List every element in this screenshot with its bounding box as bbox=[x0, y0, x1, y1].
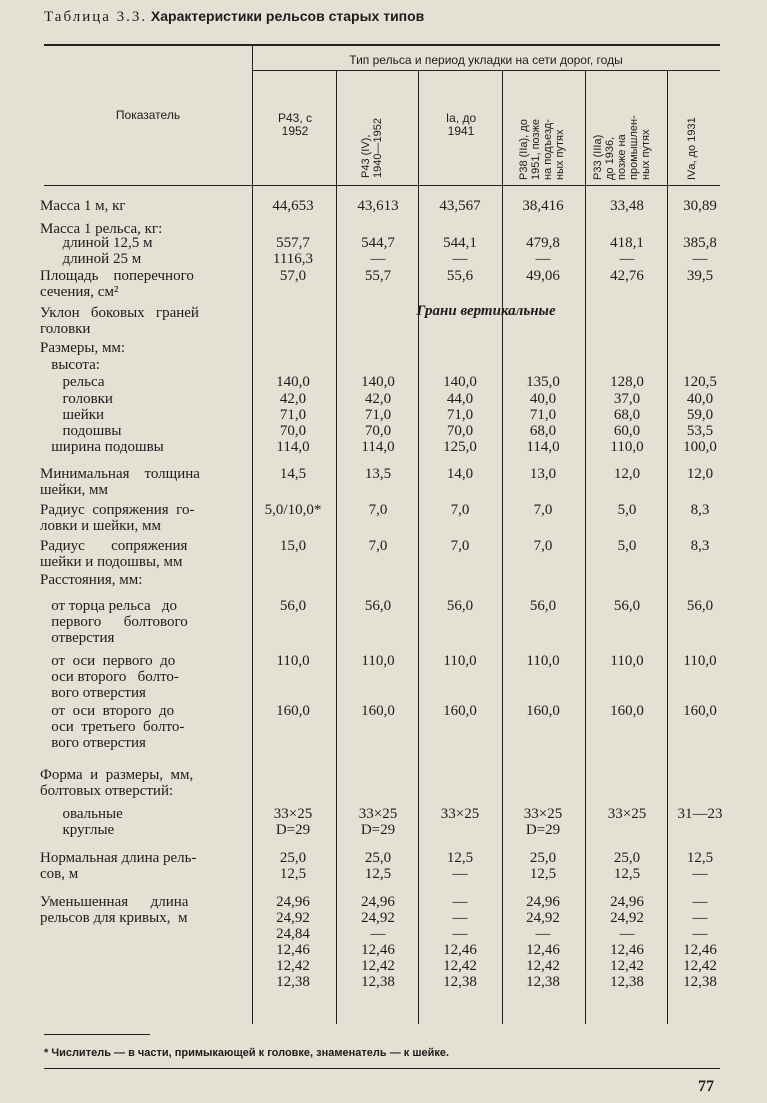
row-value-col-6: 30,89 bbox=[683, 198, 717, 214]
row-value-col-3: 110,0 bbox=[443, 653, 477, 669]
table-number: Таблица 3.3. bbox=[44, 9, 148, 25]
row-value-col-3: — — — 12,46 12,42 12,38 bbox=[443, 894, 477, 990]
row-value-col-4: 24,96 24,92 — 12,46 12,42 12,38 bbox=[526, 894, 560, 990]
row-value-col-5: 110,0 bbox=[610, 439, 644, 455]
page-bottom-rule bbox=[44, 1068, 720, 1069]
row-label: рельса bbox=[40, 374, 105, 390]
column-header-p43-1952: Р43, с 1952 bbox=[277, 111, 313, 138]
row-value-col-6: 385,8 bbox=[683, 235, 717, 251]
row-value-col-6: 8,3 bbox=[690, 538, 710, 554]
column-header-iva: IVа, до 1931 bbox=[686, 117, 698, 180]
row-label: Масса 1 м, кг bbox=[40, 198, 126, 214]
column-divider bbox=[336, 71, 337, 1024]
row-value-col-4: 7,0 bbox=[533, 538, 553, 554]
row-label: Уклон боковых граней головки bbox=[40, 305, 199, 337]
row-value-col-6: 160,0 bbox=[683, 703, 717, 719]
row-value-col-2: 7,0 bbox=[368, 538, 388, 554]
row-value-col-6: 12,0 bbox=[686, 466, 714, 482]
row-label: Размеры, мм: bbox=[40, 340, 126, 356]
group-header-rule bbox=[252, 70, 720, 71]
row-value-col-6: 110,0 bbox=[683, 653, 717, 669]
row-value-col-5: 33,48 bbox=[610, 198, 644, 214]
row-value-col-1: 25,0 12,5 bbox=[279, 850, 307, 882]
row-label: подошвы bbox=[40, 423, 122, 439]
row-label: от торца рельса до первого болтового отверстия bbox=[51, 598, 188, 646]
row-label: овальные круглые bbox=[62, 806, 123, 838]
row-value-col-1: 110,0 bbox=[276, 653, 310, 669]
row-value-col-4: — bbox=[535, 251, 551, 267]
row-value-col-6: — bbox=[692, 251, 708, 267]
row-value-col-6: 56,0 bbox=[686, 598, 714, 614]
row-value-col-2: 25,0 12,5 bbox=[364, 850, 392, 882]
top-rule bbox=[44, 44, 720, 46]
row-value-col-5: 128,0 bbox=[610, 374, 644, 390]
row-value-col-1: 42,0 bbox=[279, 391, 307, 407]
row-value-col-2: 160,0 bbox=[361, 703, 395, 719]
page-number: 77 bbox=[698, 1078, 714, 1095]
row-value-col-6: 12,5 — bbox=[686, 850, 714, 882]
row-value-col-3: 55,6 bbox=[446, 268, 474, 284]
row-label: Нормальная длина рель- сов, м bbox=[40, 850, 197, 882]
row-value-col-2: — bbox=[370, 251, 386, 267]
row-value-col-4: 56,0 bbox=[529, 598, 557, 614]
row-value-col-1: 114,0 bbox=[276, 439, 310, 455]
row-label: Радиус сопряжения го- ловки и шейки, мм bbox=[40, 502, 195, 534]
row-label: Расстояния, мм: bbox=[40, 572, 143, 588]
column-group-header: Тип рельса и период укладки на сети дорог, годы bbox=[349, 53, 623, 67]
row-value-col-5: 24,96 24,92 — 12,46 12,42 12,38 bbox=[610, 894, 644, 990]
row-label: Минимальная толщина шейки, мм bbox=[40, 466, 200, 498]
row-value-col-3: 43,567 bbox=[439, 198, 481, 214]
row-label: шейки bbox=[40, 407, 105, 423]
row-value-col-5: 5,0 bbox=[617, 502, 637, 518]
row-value-col-1: 57,0 bbox=[279, 268, 307, 284]
row-label: Радиус сопряжения шейки и подошвы, мм bbox=[40, 538, 188, 570]
row-value-col-1: 1116,3 bbox=[272, 251, 314, 267]
row-value-col-3: 14,0 bbox=[446, 466, 474, 482]
row-value-col-2: 56,0 bbox=[364, 598, 392, 614]
row-value-col-3: 71,0 bbox=[446, 407, 474, 423]
row-value-col-6: 31—23 bbox=[677, 806, 723, 822]
header-bottom-rule bbox=[44, 185, 720, 186]
row-value-col-4: 38,416 bbox=[522, 198, 564, 214]
row-value-col-4: 479,8 bbox=[526, 235, 560, 251]
row-value-col-2: 7,0 bbox=[368, 502, 388, 518]
row-value-col-3: 70,0 bbox=[446, 423, 474, 439]
row-value-col-3: 56,0 bbox=[446, 598, 474, 614]
row-value-col-2: 42,0 bbox=[364, 391, 392, 407]
row-label: длиной 25 м bbox=[40, 251, 142, 267]
row-value-col-3: 544,1 bbox=[443, 235, 477, 251]
row-value-col-2: 70,0 bbox=[364, 423, 392, 439]
row-label: от оси второго до оси третьего болто- вого отверстия bbox=[51, 703, 185, 751]
row-value-col-2: 33×25 D=29 bbox=[358, 806, 398, 838]
row-value-col-6: 120,5 bbox=[683, 374, 717, 390]
row-value-col-6: — — — 12,46 12,42 12,38 bbox=[683, 894, 717, 990]
row-label: Площадь поперечного сечения, см² bbox=[40, 268, 194, 300]
row-value-col-5: 37,0 bbox=[613, 391, 641, 407]
row-value-col-4: 68,0 bbox=[529, 423, 557, 439]
row-value-col-4: 114,0 bbox=[526, 439, 560, 455]
row-value-col-6: 8,3 bbox=[690, 502, 710, 518]
row-value-col-6: 100,0 bbox=[683, 439, 717, 455]
row-label: головки bbox=[40, 391, 113, 407]
row-label: от оси первого до оси второго болто- вого отверстия bbox=[51, 653, 179, 701]
column-header-p38: Р38 (IIа), до 1951, позже на подъезд- ных путях bbox=[518, 118, 566, 180]
table-title: Характеристики рельсов старых типов bbox=[150, 8, 425, 24]
span-note: Грани вертикальные bbox=[416, 303, 556, 319]
row-value-col-4: 40,0 bbox=[529, 391, 557, 407]
row-value-col-1: 71,0 bbox=[279, 407, 307, 423]
row-value-col-5: 56,0 bbox=[613, 598, 641, 614]
row-value-col-3: 33×25 bbox=[440, 806, 480, 822]
row-label: длиной 12,5 м bbox=[40, 235, 153, 251]
row-value-col-1: 5,0/10,0* bbox=[264, 502, 322, 518]
row-label: ширина подошвы bbox=[40, 439, 164, 455]
row-value-col-4: 160,0 bbox=[526, 703, 560, 719]
row-value-col-3: 12,5 — bbox=[446, 850, 474, 882]
row-value-col-3: 7,0 bbox=[450, 502, 470, 518]
row-value-col-5: 33×25 bbox=[607, 806, 647, 822]
row-label: Уменьшенная длина рельсов для кривых, м bbox=[40, 894, 189, 926]
row-value-col-2: 24,96 24,92 — 12,46 12,42 12,38 bbox=[361, 894, 395, 990]
row-value-col-6: 53,5 bbox=[686, 423, 714, 439]
footnote: * Числитель — в части, примыкающей к головке, знаменатель — к шейке. bbox=[44, 1047, 450, 1059]
row-value-col-5: 12,0 bbox=[613, 466, 641, 482]
indicator-header: Показатель bbox=[115, 108, 181, 122]
row-value-col-5: 68,0 bbox=[613, 407, 641, 423]
row-value-col-3: 125,0 bbox=[443, 439, 477, 455]
row-value-col-5: 5,0 bbox=[617, 538, 637, 554]
row-value-col-1: 33×25 D=29 bbox=[273, 806, 313, 838]
row-value-col-3: 44,0 bbox=[446, 391, 474, 407]
row-value-col-4: 13,0 bbox=[529, 466, 557, 482]
row-value-col-3: — bbox=[452, 251, 468, 267]
row-value-col-6: 59,0 bbox=[686, 407, 714, 423]
row-value-col-3: 7,0 bbox=[450, 538, 470, 554]
column-header-ia: Iа, до 1941 bbox=[445, 111, 477, 138]
row-value-col-1: 160,0 bbox=[276, 703, 310, 719]
row-label: Форма и размеры, мм, болтовых отверстий: bbox=[40, 767, 194, 799]
column-header-p33: Р33 (IIIа) до 1936, позже на промышлен- ных путях bbox=[592, 115, 652, 180]
row-value-col-5: 110,0 bbox=[610, 653, 644, 669]
row-value-col-4: 71,0 bbox=[529, 407, 557, 423]
row-value-col-3: 160,0 bbox=[443, 703, 477, 719]
row-value-col-1: 70,0 bbox=[279, 423, 307, 439]
row-value-col-1: 24,96 24,92 24,84 12,46 12,42 12,38 bbox=[276, 894, 310, 990]
column-divider bbox=[418, 71, 419, 1024]
row-value-col-5: — bbox=[619, 251, 635, 267]
row-value-col-4: 33×25 D=29 bbox=[523, 806, 563, 838]
footnote-rule bbox=[44, 1034, 150, 1035]
row-value-col-1: 44,653 bbox=[272, 198, 314, 214]
column-header-p43-iv: Р43 (IV), 1940—1952 bbox=[360, 118, 384, 178]
row-label: высота: bbox=[40, 357, 100, 373]
row-value-col-5: 25,0 12,5 bbox=[613, 850, 641, 882]
row-value-col-2: 43,613 bbox=[357, 198, 399, 214]
row-value-col-2: 13,5 bbox=[364, 466, 392, 482]
row-value-col-2: 110,0 bbox=[361, 653, 395, 669]
row-value-col-1: 56,0 bbox=[279, 598, 307, 614]
row-value-col-1: 557,7 bbox=[276, 235, 310, 251]
row-value-col-4: 25,0 12,5 bbox=[529, 850, 557, 882]
row-value-col-5: 418,1 bbox=[610, 235, 644, 251]
row-value-col-1: 140,0 bbox=[276, 374, 310, 390]
row-value-col-1: 14,5 bbox=[279, 466, 307, 482]
row-value-col-4: 135,0 bbox=[526, 374, 560, 390]
row-value-col-6: 40,0 bbox=[686, 391, 714, 407]
row-value-col-2: 114,0 bbox=[361, 439, 395, 455]
row-value-col-2: 71,0 bbox=[364, 407, 392, 423]
row-value-col-5: 60,0 bbox=[613, 423, 641, 439]
row-value-col-2: 140,0 bbox=[361, 374, 395, 390]
table-caption bbox=[44, 8, 424, 26]
row-label: Масса 1 рельса, кг: bbox=[40, 221, 163, 237]
row-value-col-6: 39,5 bbox=[686, 268, 714, 284]
row-value-col-2: 55,7 bbox=[364, 268, 392, 284]
row-value-col-2: 544,7 bbox=[361, 235, 395, 251]
row-value-col-3: 140,0 bbox=[443, 374, 477, 390]
row-value-col-5: 42,76 bbox=[610, 268, 644, 284]
column-divider bbox=[585, 71, 586, 1024]
row-value-col-1: 15,0 bbox=[279, 538, 307, 554]
row-value-col-4: 7,0 bbox=[533, 502, 553, 518]
row-value-col-5: 160,0 bbox=[610, 703, 644, 719]
row-value-col-4: 110,0 bbox=[526, 653, 560, 669]
row-value-col-4: 49,06 bbox=[526, 268, 560, 284]
